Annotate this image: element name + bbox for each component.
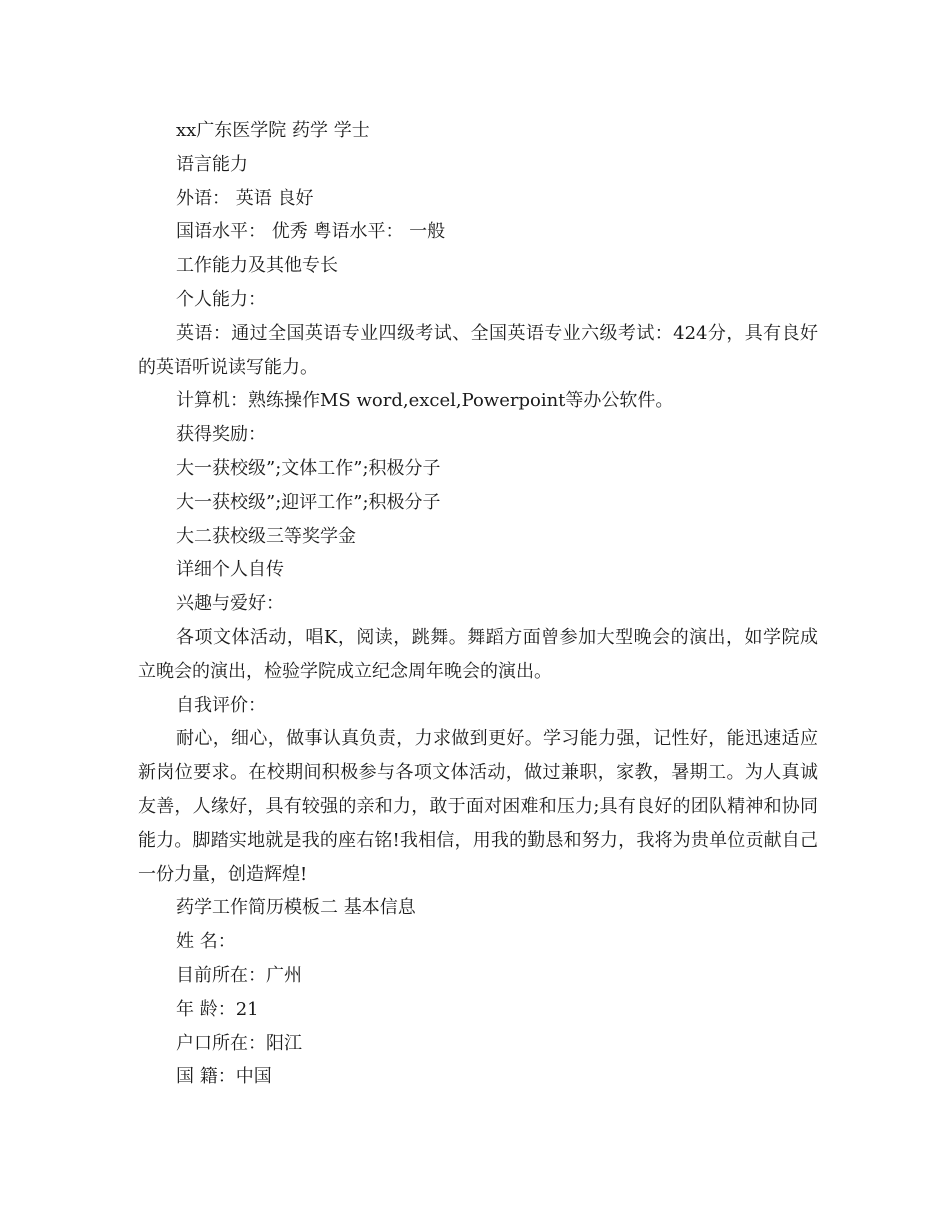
- template-two-heading: 药学工作简历模板二 基本信息: [176, 897, 416, 919]
- award-item: 大二获校级三等奖学金: [176, 525, 356, 547]
- document-body: [138, 114, 818, 1094]
- section-heading-skills: 工作能力及其他专长: [176, 255, 338, 277]
- section-heading-bio: 详细个人自传: [176, 559, 284, 581]
- self-evaluation-heading: 自我评价：: [176, 694, 266, 716]
- hobbies-heading: 兴趣与爱好：: [176, 593, 284, 615]
- personal-ability-heading: 个人能力：: [176, 288, 266, 310]
- hobbies-paragraph: 各项文体活动，唱K，阅读，跳舞。舞蹈方面曾参加大型晚会的演出，如学院成立晚会的演出，检验学院成立纪念周年晚会的演出。: [138, 626, 818, 682]
- self-evaluation-paragraph: 耐心，细心，做事认真负责，力求做到更好。学习能力强，记性好，能迅速适应新岗位要求。在校期间积极参与各项文体活动，做过兼职，家教，暑期工。为人真诚友善，人缘好，具有较强的亲和力，敢于面对困难和压力;具有良好的团队精神和协同能力。脚踏实地就是我的座右铭!我相信，用我的勤恳和努力，我将为贵单位贡献自己一份力量，创造辉煌!: [138, 728, 818, 885]
- english-ability-paragraph: 英语：通过全国英语专业四级考试、全国英语专业六级考试：424分，具有良好的英语听说读写能力。: [138, 322, 818, 378]
- name-field-line: 姓 名：: [176, 931, 236, 953]
- award-item: 大一获校级”;迎评工作”;积极分子: [176, 491, 441, 513]
- education-line: xx广东医学院 药学 学士: [176, 120, 370, 141]
- computer-skill-line: 计算机：熟练操作MS word,excel,Powerpoint等办公软件。: [176, 390, 674, 412]
- foreign-language-line: 外语： 英语 良好: [176, 187, 314, 209]
- nationality-line: 国 籍：中国: [176, 1066, 272, 1088]
- award-item: 大一获校级”;文体工作”;积极分子: [176, 457, 441, 479]
- mandarin-cantonese-line: 国语水平： 优秀 粤语水平： 一般: [176, 221, 446, 243]
- current-location-line: 目前所在：广州: [176, 964, 302, 986]
- awards-heading: 获得奖励：: [176, 424, 266, 446]
- section-heading-language: 语言能力: [176, 153, 248, 175]
- age-line: 年 龄：21: [176, 998, 259, 1020]
- household-registration-line: 户口所在：阳江: [176, 1032, 302, 1054]
